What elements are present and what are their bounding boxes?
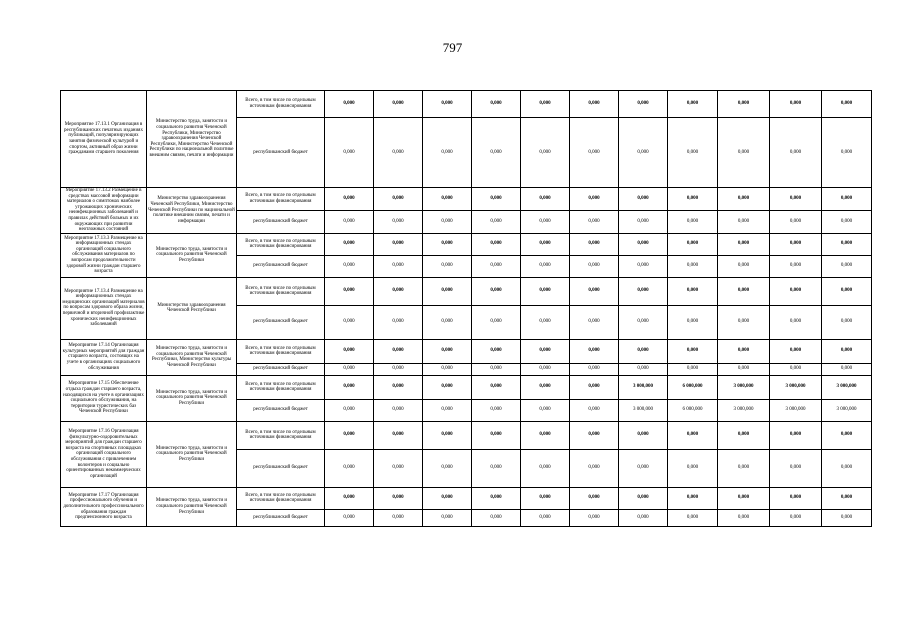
value-cell: 0,000 bbox=[668, 188, 718, 211]
value-cell: 0,000 bbox=[770, 118, 822, 188]
value-cell: 6 000,000 bbox=[668, 375, 718, 399]
value-cell: 0,000 bbox=[325, 339, 374, 363]
value-cell: 0,000 bbox=[325, 118, 374, 188]
value-cell: 0,000 bbox=[822, 305, 872, 339]
value-cell: 0,000 bbox=[423, 399, 472, 421]
value-cell: 0,000 bbox=[472, 363, 521, 375]
value-cell: 0,000 bbox=[619, 449, 668, 487]
value-cell: 0,000 bbox=[619, 487, 668, 509]
value-cell: 0,000 bbox=[822, 118, 872, 188]
value-cell: 3 000,000 bbox=[770, 375, 822, 399]
value-cell: 0,000 bbox=[619, 255, 668, 277]
executor-cell: Министерство здравоохранения Чеченской Республики, Министерство Чеченской Республики по национальной политике внешним связям, печати и информации bbox=[147, 188, 237, 234]
value-cell: 0,000 bbox=[668, 118, 718, 188]
value-cell: 0,000 bbox=[822, 449, 872, 487]
value-cell: 0,000 bbox=[718, 188, 770, 211]
value-cell: 0,000 bbox=[423, 421, 472, 449]
source-republic-cell: республиканский бюджет bbox=[237, 509, 325, 526]
executor-cell: Министерство труда, занятости и социального развития Чеченской Республики, Министерство здравоохранения Чеченской Республики, Министерство Чеченской Республики по национальной политике внешним связям, печати и информации bbox=[147, 91, 237, 188]
value-cell: 0,000 bbox=[325, 487, 374, 509]
value-cell: 0,000 bbox=[374, 421, 423, 449]
value-cell: 0,000 bbox=[472, 339, 521, 363]
value-cell: 0,000 bbox=[822, 487, 872, 509]
source-republic-cell: республиканский бюджет bbox=[237, 118, 325, 188]
source-republic-cell: республиканский бюджет bbox=[237, 305, 325, 339]
value-cell: 0,000 bbox=[423, 305, 472, 339]
value-cell: 0,000 bbox=[770, 210, 822, 233]
value-cell: 0,000 bbox=[472, 487, 521, 509]
executor-cell: Министерство здравоохранения Чеченской Республики bbox=[147, 277, 237, 339]
value-cell: 0,000 bbox=[570, 277, 619, 305]
table-body bbox=[61, 91, 872, 527]
value-cell: 3 000,000 bbox=[770, 399, 822, 421]
value-cell: 0,000 bbox=[619, 118, 668, 188]
value-cell: 0,000 bbox=[822, 255, 872, 277]
value-cell: 0,000 bbox=[521, 255, 570, 277]
value-cell: 0,000 bbox=[770, 233, 822, 255]
value-cell: 0,000 bbox=[570, 509, 619, 526]
value-cell: 0,000 bbox=[374, 188, 423, 211]
value-cell: 0,000 bbox=[570, 305, 619, 339]
value-cell: 0,000 bbox=[570, 363, 619, 375]
source-republic-cell: республиканский бюджет bbox=[237, 399, 325, 421]
value-cell: 0,000 bbox=[374, 255, 423, 277]
value-cell: 0,000 bbox=[718, 421, 770, 449]
value-cell: 0,000 bbox=[668, 363, 718, 375]
table-row bbox=[61, 277, 872, 305]
value-cell: 0,000 bbox=[570, 118, 619, 188]
value-cell: 0,000 bbox=[619, 91, 668, 118]
value-cell: 0,000 bbox=[770, 509, 822, 526]
event-name-cell: Мероприятие 17.17 Организация профессионального обучения и дополнительного профессионального образования граждан предпенсионного возраста bbox=[61, 487, 147, 526]
budget-table bbox=[60, 90, 872, 527]
value-cell: 0,000 bbox=[822, 91, 872, 118]
value-cell: 0,000 bbox=[325, 277, 374, 305]
value-cell: 0,000 bbox=[325, 233, 374, 255]
value-cell: 0,000 bbox=[374, 363, 423, 375]
value-cell: 0,000 bbox=[325, 91, 374, 118]
executor-cell: Министерство труда, занятости и социального развития Чеченской Республики, Министерство культуры Чеченской Республики bbox=[147, 339, 237, 375]
value-cell: 0,000 bbox=[423, 210, 472, 233]
page-number: 797 bbox=[442, 40, 463, 55]
value-cell: 0,000 bbox=[325, 305, 374, 339]
value-cell: 0,000 bbox=[718, 233, 770, 255]
value-cell: 0,000 bbox=[423, 118, 472, 188]
value-cell: 0,000 bbox=[718, 449, 770, 487]
value-cell: 6 000,000 bbox=[668, 399, 718, 421]
value-cell: 0,000 bbox=[374, 375, 423, 399]
value-cell: 0,000 bbox=[472, 255, 521, 277]
value-cell: 0,000 bbox=[374, 399, 423, 421]
value-cell: 0,000 bbox=[718, 255, 770, 277]
value-cell: 0,000 bbox=[822, 233, 872, 255]
executor-cell: Министерство труда, занятости и социального развития Чеченской Республики bbox=[147, 487, 237, 526]
event-name-cell: Мероприятие 17.16 Организация физкультурно-оздоровительных мероприятий для граждан старшего возраста на спортивных площадках организаций социального обслуживания с привлечением волонтеров и социально ориентированных некоммерческих организаций bbox=[61, 421, 147, 487]
value-cell: 0,000 bbox=[822, 509, 872, 526]
value-cell: 0,000 bbox=[822, 210, 872, 233]
value-cell: 0,000 bbox=[718, 277, 770, 305]
value-cell: 0,000 bbox=[472, 188, 521, 211]
value-cell: 0,000 bbox=[423, 277, 472, 305]
table-row bbox=[61, 375, 872, 399]
value-cell: 0,000 bbox=[619, 509, 668, 526]
source-total-cell: Всего, в том числе по отдельным источникам финансирования bbox=[237, 339, 325, 363]
value-cell: 0,000 bbox=[619, 363, 668, 375]
source-total-cell: Всего, в том числе по отдельным источникам финансирования bbox=[237, 188, 325, 211]
value-cell: 0,000 bbox=[521, 118, 570, 188]
value-cell: 0,000 bbox=[521, 487, 570, 509]
value-cell: 0,000 bbox=[521, 233, 570, 255]
value-cell: 0,000 bbox=[374, 487, 423, 509]
executor-cell: Министерство труда, занятости и социального развития Чеченской Республики bbox=[147, 421, 237, 487]
value-cell: 0,000 bbox=[423, 91, 472, 118]
value-cell: 0,000 bbox=[472, 305, 521, 339]
value-cell: 3 000,000 bbox=[822, 399, 872, 421]
table-row bbox=[61, 233, 872, 255]
value-cell: 0,000 bbox=[770, 339, 822, 363]
value-cell: 0,000 bbox=[822, 339, 872, 363]
value-cell: 0,000 bbox=[570, 487, 619, 509]
value-cell: 0,000 bbox=[668, 305, 718, 339]
value-cell: 0,000 bbox=[325, 421, 374, 449]
value-cell: 0,000 bbox=[718, 305, 770, 339]
event-name-cell: Мероприятие 17.15 Обеспечение отдыха граждан старшего возраста, находящихся на учете в организациях социального обслуживания, на территории туристических баз Чеченской Республики bbox=[61, 375, 147, 421]
value-cell: 0,000 bbox=[374, 509, 423, 526]
value-cell: 0,000 bbox=[374, 91, 423, 118]
table-row bbox=[61, 421, 872, 449]
value-cell: 0,000 bbox=[472, 91, 521, 118]
value-cell: 0,000 bbox=[423, 375, 472, 399]
value-cell: 0,000 bbox=[570, 421, 619, 449]
value-cell: 0,000 bbox=[570, 188, 619, 211]
source-total-cell: Всего, в том числе по отдельным источникам финансирования bbox=[237, 375, 325, 399]
value-cell: 0,000 bbox=[325, 255, 374, 277]
value-cell: 0,000 bbox=[472, 233, 521, 255]
value-cell: 0,000 bbox=[570, 375, 619, 399]
source-total-cell: Всего, в том числе по отдельным источникам финансирования bbox=[237, 91, 325, 118]
value-cell: 0,000 bbox=[770, 188, 822, 211]
value-cell: 0,000 bbox=[570, 339, 619, 363]
value-cell: 0,000 bbox=[619, 188, 668, 211]
value-cell: 0,000 bbox=[374, 277, 423, 305]
value-cell: 0,000 bbox=[668, 277, 718, 305]
table-row bbox=[61, 487, 872, 509]
value-cell: 0,000 bbox=[472, 277, 521, 305]
value-cell: 0,000 bbox=[325, 188, 374, 211]
value-cell: 0,000 bbox=[668, 509, 718, 526]
source-total-cell: Всего, в том числе по отдельным источникам финансирования bbox=[237, 233, 325, 255]
value-cell: 0,000 bbox=[718, 509, 770, 526]
value-cell: 3 000,000 bbox=[822, 375, 872, 399]
value-cell: 3 000,000 bbox=[619, 375, 668, 399]
value-cell: 0,000 bbox=[521, 210, 570, 233]
value-cell: 0,000 bbox=[521, 375, 570, 399]
value-cell: 0,000 bbox=[668, 487, 718, 509]
value-cell: 0,000 bbox=[718, 210, 770, 233]
value-cell: 0,000 bbox=[770, 421, 822, 449]
value-cell: 0,000 bbox=[374, 233, 423, 255]
value-cell: 0,000 bbox=[423, 339, 472, 363]
executor-cell: Министерство труда, занятости и социального развития Чеченской Республики bbox=[147, 375, 237, 421]
value-cell: 0,000 bbox=[423, 487, 472, 509]
value-cell: 0,000 bbox=[570, 233, 619, 255]
value-cell: 0,000 bbox=[668, 449, 718, 487]
value-cell: 0,000 bbox=[423, 255, 472, 277]
source-total-cell: Всего, в том числе по отдельным источникам финансирования bbox=[237, 421, 325, 449]
value-cell: 0,000 bbox=[423, 233, 472, 255]
value-cell: 0,000 bbox=[718, 363, 770, 375]
table-row bbox=[61, 188, 872, 211]
value-cell: 0,000 bbox=[619, 339, 668, 363]
source-republic-cell: республиканский бюджет bbox=[237, 255, 325, 277]
value-cell: 0,000 bbox=[374, 210, 423, 233]
source-republic-cell: республиканский бюджет bbox=[237, 449, 325, 487]
value-cell: 0,000 bbox=[325, 449, 374, 487]
value-cell: 0,000 bbox=[718, 339, 770, 363]
value-cell: 0,000 bbox=[325, 375, 374, 399]
value-cell: 0,000 bbox=[374, 339, 423, 363]
value-cell: 0,000 bbox=[423, 509, 472, 526]
table-row bbox=[61, 339, 872, 363]
value-cell: 0,000 bbox=[325, 509, 374, 526]
value-cell: 0,000 bbox=[822, 363, 872, 375]
value-cell: 0,000 bbox=[668, 255, 718, 277]
source-republic-cell: республиканский бюджет bbox=[237, 210, 325, 233]
value-cell: 0,000 bbox=[822, 421, 872, 449]
value-cell: 0,000 bbox=[718, 118, 770, 188]
value-cell: 0,000 bbox=[570, 255, 619, 277]
value-cell: 0,000 bbox=[770, 255, 822, 277]
source-republic-cell: республиканский бюджет bbox=[237, 363, 325, 375]
value-cell: 0,000 bbox=[521, 339, 570, 363]
value-cell: 3 000,000 bbox=[718, 375, 770, 399]
value-cell: 0,000 bbox=[770, 363, 822, 375]
executor-cell: Министерство труда, занятости и социального развития Чеченской Республики bbox=[147, 233, 237, 277]
value-cell: 0,000 bbox=[521, 363, 570, 375]
value-cell: 0,000 bbox=[374, 118, 423, 188]
value-cell: 3 000,000 bbox=[619, 399, 668, 421]
value-cell: 0,000 bbox=[521, 91, 570, 118]
value-cell: 0,000 bbox=[472, 421, 521, 449]
value-cell: 0,000 bbox=[521, 305, 570, 339]
value-cell: 0,000 bbox=[619, 233, 668, 255]
table-row bbox=[61, 91, 872, 118]
value-cell: 0,000 bbox=[668, 421, 718, 449]
value-cell: 0,000 bbox=[668, 339, 718, 363]
value-cell: 0,000 bbox=[770, 487, 822, 509]
value-cell: 0,000 bbox=[423, 449, 472, 487]
value-cell: 0,000 bbox=[472, 509, 521, 526]
value-cell: 0,000 bbox=[374, 305, 423, 339]
value-cell: 0,000 bbox=[822, 277, 872, 305]
value-cell: 0,000 bbox=[423, 363, 472, 375]
value-cell: 0,000 bbox=[619, 277, 668, 305]
value-cell: 0,000 bbox=[472, 399, 521, 421]
value-cell: 0,000 bbox=[770, 449, 822, 487]
event-name-cell: Мероприятие 17.13.4 Размещение на информационных стендах медицинских организаций материалов по вопросам здорового образа жизни, первичной и вторичной профилактике хронических неинфекционных заболеваний bbox=[61, 277, 147, 339]
value-cell: 0,000 bbox=[619, 421, 668, 449]
value-cell: 0,000 bbox=[668, 233, 718, 255]
value-cell: 0,000 bbox=[325, 210, 374, 233]
value-cell: 0,000 bbox=[521, 277, 570, 305]
event-name-cell: Мероприятие 17.13.3 Размещение на информационных стендах организаций социального обслуживания материалов по вопросам продолжительности здоровой жизни граждан старшего возраста bbox=[61, 233, 147, 277]
value-cell: 0,000 bbox=[619, 210, 668, 233]
value-cell: 0,000 bbox=[570, 91, 619, 118]
value-cell: 0,000 bbox=[570, 449, 619, 487]
event-name-cell: Мероприятие 17.14 Организация культурных мероприятий для граждан старшего возраста, состоящих на учете в организациях социального обслуживания bbox=[61, 339, 147, 375]
event-name-cell: Мероприятие 17.13.2 Размещение в средствах массовой информации материалов о симптомах наиболее угрожающих хронических неинфекционных заболеваний и правилах действий больных и их окружающих при развитии неотложных состояний bbox=[61, 188, 147, 234]
value-cell: 0,000 bbox=[472, 118, 521, 188]
source-total-cell: Всего, в том числе по отдельным источникам финансирования bbox=[237, 277, 325, 305]
value-cell: 0,000 bbox=[619, 305, 668, 339]
value-cell: 0,000 bbox=[521, 399, 570, 421]
value-cell: 0,000 bbox=[718, 91, 770, 118]
value-cell: 0,000 bbox=[668, 210, 718, 233]
event-name-cell: Мероприятие 17.13.1 Организация в республиканских печатных изданиях публикаций, популяризирующих занятия физической культурой и спортом, активный образ жизни гражданами старшего поколения bbox=[61, 91, 147, 188]
value-cell: 0,000 bbox=[325, 399, 374, 421]
value-cell: 0,000 bbox=[521, 449, 570, 487]
value-cell: 0,000 bbox=[325, 363, 374, 375]
value-cell: 0,000 bbox=[718, 487, 770, 509]
value-cell: 0,000 bbox=[770, 277, 822, 305]
value-cell: 0,000 bbox=[472, 210, 521, 233]
value-cell: 3 000,000 bbox=[718, 399, 770, 421]
value-cell: 0,000 bbox=[472, 449, 521, 487]
value-cell: 0,000 bbox=[770, 91, 822, 118]
value-cell: 0,000 bbox=[374, 449, 423, 487]
source-total-cell: Всего, в том числе по отдельным источникам финансирования bbox=[237, 487, 325, 509]
value-cell: 0,000 bbox=[472, 375, 521, 399]
value-cell: 0,000 bbox=[423, 188, 472, 211]
value-cell: 0,000 bbox=[521, 421, 570, 449]
value-cell: 0,000 bbox=[822, 188, 872, 211]
value-cell: 0,000 bbox=[570, 399, 619, 421]
value-cell: 0,000 bbox=[770, 305, 822, 339]
value-cell: 0,000 bbox=[668, 91, 718, 118]
value-cell: 0,000 bbox=[521, 188, 570, 211]
value-cell: 0,000 bbox=[570, 210, 619, 233]
value-cell: 0,000 bbox=[521, 509, 570, 526]
